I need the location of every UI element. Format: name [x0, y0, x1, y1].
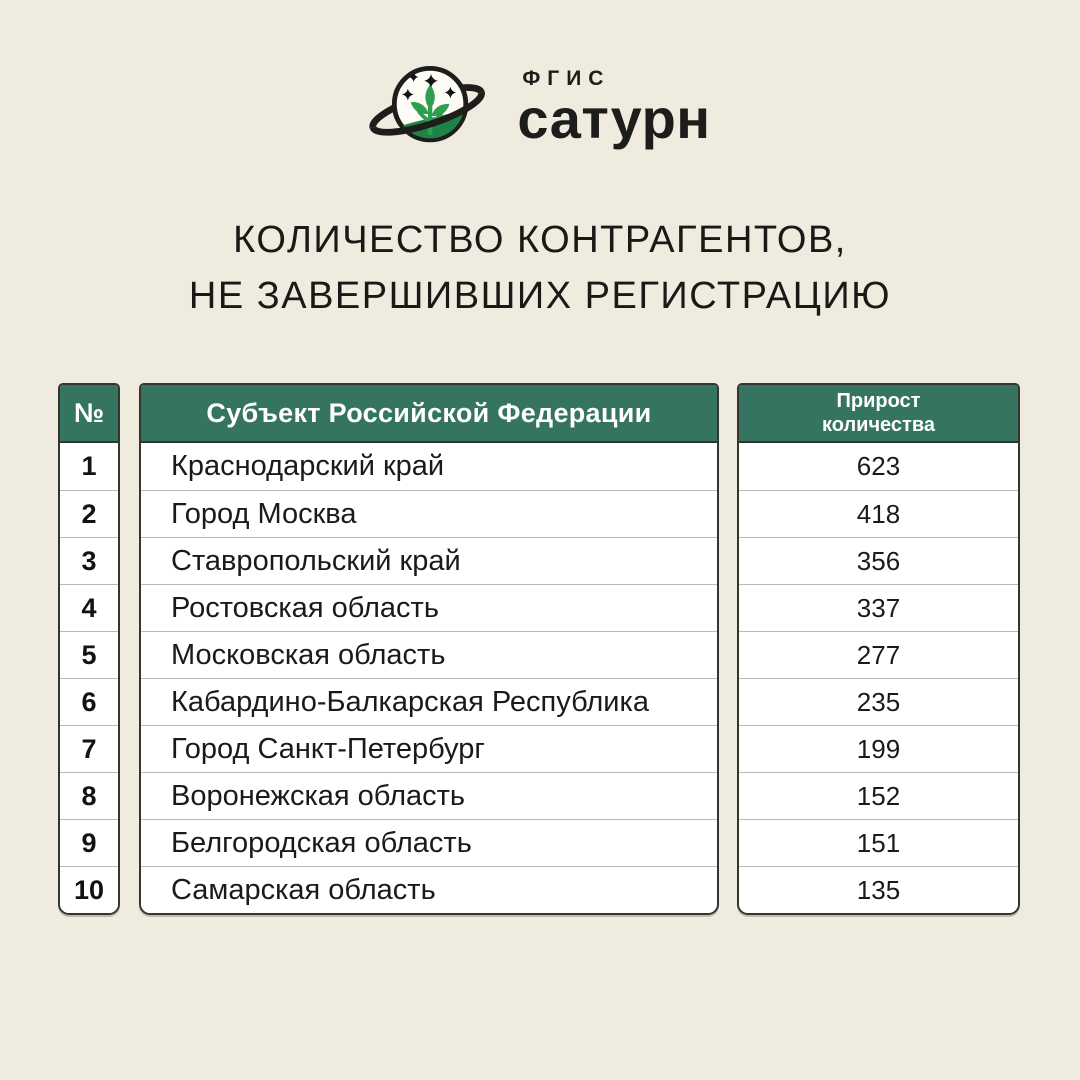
table-cell-value-row-7: 199: [739, 725, 1018, 772]
table-cell-num-row-8: 8: [60, 772, 118, 819]
column-value-body: [739, 443, 1018, 913]
column-number-body: [60, 443, 118, 913]
column-value: [737, 383, 1020, 915]
table-cell-value-row-1: 623: [739, 443, 1018, 490]
table-cell-region-row-2: Город Москва: [141, 490, 717, 537]
table-cell-value-row-2: 418: [739, 490, 1018, 537]
table-cell-region-row-8: Воронежская область: [141, 772, 717, 819]
column-region-body: [141, 443, 717, 913]
table-cell-num-row-4: 4: [60, 584, 118, 631]
table-cell-num-row-6: 6: [60, 678, 118, 725]
fgis-saturn-logo: [0, 50, 1080, 164]
table-cell-region-row-6: Кабардино-Балкарская Республика: [141, 678, 717, 725]
column-header-number: №: [60, 385, 118, 443]
table-cell-value-row-8: 152: [739, 772, 1018, 819]
table-cell-num-row-9: 9: [60, 819, 118, 866]
column-number: [58, 383, 120, 915]
table-cell-value-row-3: 356: [739, 537, 1018, 584]
title-line-2: НЕ ЗАВЕРШИВШИХ РЕГИСТРАЦИЮ: [188, 275, 892, 317]
column-header-value: Прирост количества: [739, 385, 1018, 443]
table-cell-value-row-10: 135: [739, 866, 1018, 913]
saturn-planet-sprout-icon: [369, 50, 495, 164]
table-cell-value-row-9: 151: [739, 819, 1018, 866]
title-line-1: КОЛИЧЕСТВО КОНТРАГЕНТОВ,: [233, 219, 847, 261]
table-cell-num-row-3: 3: [60, 537, 118, 584]
table-cell-num-row-2: 2: [60, 490, 118, 537]
table-cell-region-row-5: Московская область: [141, 631, 717, 678]
table-cell-value-row-5: 277: [739, 631, 1018, 678]
page-title: [0, 212, 1080, 324]
table-cell-region-row-9: Белгородская область: [141, 819, 717, 866]
table-cell-num-row-10: 10: [60, 866, 118, 913]
table-cell-value-row-6: 235: [739, 678, 1018, 725]
table-cell-num-row-1: 1: [60, 443, 118, 490]
logo-saturn-label: сатурн: [517, 87, 711, 150]
table-cell-region-row-10: Самарская область: [141, 866, 717, 913]
column-header-region: Субъект Российской Федерации: [141, 385, 717, 443]
logo-fgis-label: ФГИС: [522, 67, 611, 90]
column-region: [139, 383, 719, 915]
table-cell-region-row-7: Город Санкт-Петербург: [141, 725, 717, 772]
table-cell-num-row-7: 7: [60, 725, 118, 772]
table-cell-value-row-4: 337: [739, 584, 1018, 631]
regions-table: [58, 383, 1020, 915]
table-cell-region-row-1: Краснодарский край: [141, 443, 717, 490]
table-cell-region-row-3: Ставропольский край: [141, 537, 717, 584]
table-cell-num-row-5: 5: [60, 631, 118, 678]
logo-wordmark: [517, 67, 711, 150]
table-cell-region-row-4: Ростовская область: [141, 584, 717, 631]
